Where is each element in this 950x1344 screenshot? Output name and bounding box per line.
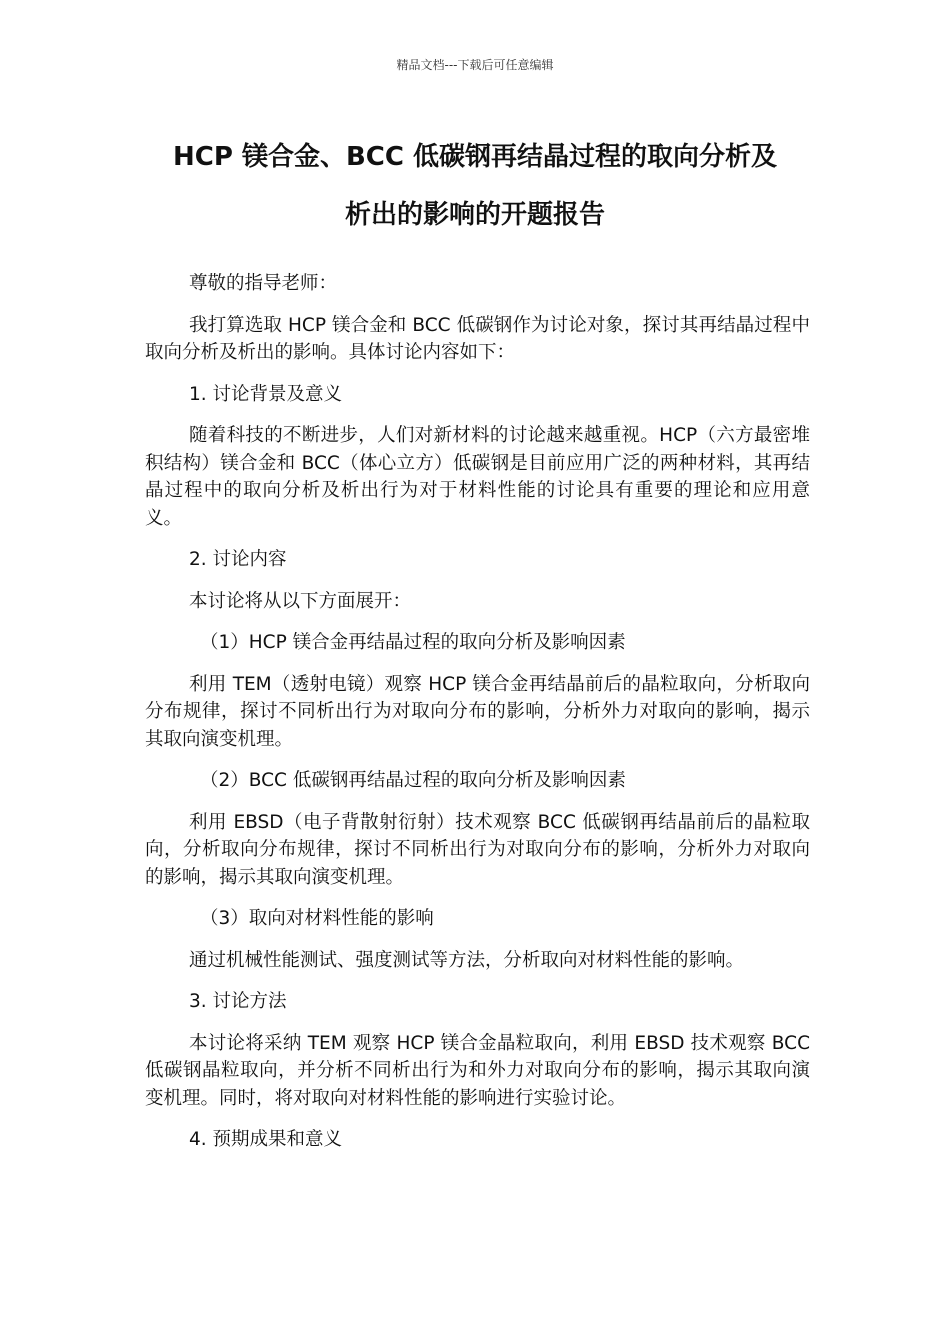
title-line-1: HCP 镁合金、BCC 低碳钢再结晶过程的取向分析及 (173, 142, 777, 172)
item-3-paragraph: 通过机械性能测试、强度测试等方法，分析取向对材料性能的影响。 (189, 949, 745, 971)
greeting: 尊敬的指导老师： (189, 273, 338, 294)
item-1-heading: （1）HCP 镁合金再结晶过程的取向分析及影响因素 (200, 632, 626, 653)
item-3-heading: （3）取向对材料性能的影响 (200, 908, 434, 929)
section-3-paragraph: 本讨论将采纳 TEM 观察 HCP 镁合金晶粒取向，利用 EBSD 技术观察 BCC 低碳钢晶粒取向，并分析不同析出行为和外力对取向分布的影响，揭示其取向演变机理。同时，将对取向对材料性能的影响进行实验讨论。 (145, 1032, 810, 1109)
section-2-intro: 本讨论将从以下方面展开： (189, 590, 412, 612)
section-1-paragraph: 随着科技的不断进步，人们对新材料的讨论越来越重视。HCP（六方最密堆积结构）镁合金和 BCC（体心立方）低碳钢是目前应用广泛的两种材料，其再结晶过程中的取向分析及析出行为对于材料性能的讨论具有重要的理论和应用意义。 (145, 425, 810, 529)
item-2-paragraph: 利用 EBSD（电子背散射衍射）技术观察 BCC 低碳钢再结晶前后的晶粒取向，分析取向分布规律，探讨不同析出行为对取向分布的影响，分析外力对取向的影响，揭示其取向演变机理。 (145, 811, 810, 888)
document-title (100, 128, 850, 244)
title-line-2: 析出的影响的开题报告 (344, 200, 605, 230)
section-1-heading: 1. 讨论背景及意义 (189, 383, 343, 405)
item-1-paragraph: 利用 TEM（透射电镜）观察 HCP 镁合金再结晶前后的晶粒取向，分析取向分布规律，探讨不同析出行为对取向分布的影响，分析外力对取向的影响，揭示其取向演变机理。 (145, 673, 810, 750)
intro-paragraph: 我打算选取 HCP 镁合金和 BCC 低碳钢作为讨论对象，探讨其再结晶过程中取向分析及析出的影响。具体讨论内容如下： (145, 314, 810, 363)
document-body (145, 270, 810, 1168)
section-3-heading: 3. 讨论方法 (189, 991, 287, 1012)
item-2-heading: （2）BCC 低碳钢再结晶过程的取向分析及影响因素 (200, 770, 626, 791)
page-header-note: 精品文档---下载后可任意编辑 (396, 58, 554, 72)
section-4-heading: 4. 预期成果和意义 (189, 1129, 343, 1150)
section-2-heading: 2. 讨论内容 (189, 549, 287, 570)
